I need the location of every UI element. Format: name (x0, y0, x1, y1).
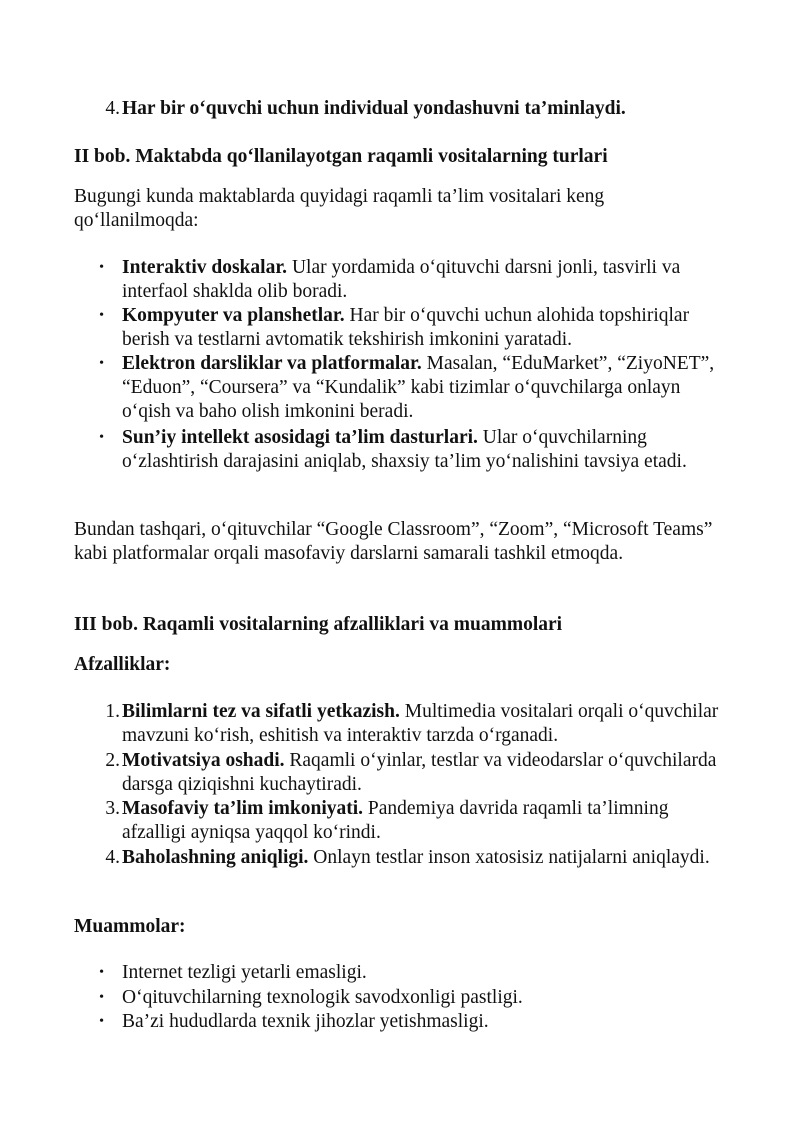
list-number: 4. (105, 98, 120, 119)
bullet: • (99, 308, 104, 323)
bullet: • (99, 1014, 104, 1029)
list-item-bold: Baholashning aniqligi. (122, 847, 309, 868)
list-item (74, 256, 734, 304)
list-item-text: Ba’zi hududlarda texnik jihozlar yetishmasligi. (122, 1011, 489, 1032)
list-number: 4. (105, 847, 120, 868)
bullet: • (99, 990, 104, 1005)
list-item-text: Internet tezligi yetarli emasligi. (122, 962, 367, 983)
list-number: 2. (105, 750, 120, 771)
chapter3-heading: III bob. Raqamli vositalarning afzalliklari va muammolari (74, 614, 563, 635)
list-item-bold: Kompyuter va planshetlar. (122, 305, 345, 326)
list-item-bold: Masofaviy ta’lim imkoniyati. (122, 798, 364, 819)
list-item-bold: Bilimlarni tez va sifatli yetkazish. (122, 701, 400, 722)
list-item (74, 304, 734, 352)
list-item-text: O‘qituvchilarning texnologik savodxonligi pastligi. (122, 987, 523, 1008)
list-item (74, 797, 734, 845)
bullet: • (99, 965, 104, 980)
list-item-text: Masalan, “EduMarket”, “ZiyoNET”, “Eduon”, “Coursera” va “Kundalik” kabi tizimlar o‘quvchilarga onlayn o‘qish va baho olish imkonini beradi. (122, 353, 715, 422)
list-item (74, 352, 734, 424)
list-item-bold: Interaktiv doskalar. (122, 257, 288, 278)
list-item-text: Multimedia vositalari orqali o‘quvchilar mavzuni ko‘rish, eshitish va interaktiv tarzda o‘rganadi. (122, 701, 719, 746)
list-item (74, 846, 734, 870)
list-item-text: Har bir o‘quvchi uchun alohida topshiriqlar berish va testlarni avtomatik tekshirish imkonini yaratadi. (122, 305, 690, 350)
chapter2-heading: II bob. Maktabda qo‘llanilayotgan raqamli vositalarning turlari (74, 146, 608, 167)
list-item-bold: Motivatsiya oshadi. (122, 750, 285, 771)
list-item (74, 97, 734, 121)
list-item (74, 1010, 734, 1034)
list-item-text: Raqamli o‘yinlar, testlar va videodarslar o‘quvchilarda darsga qiziqishni kuchaytiradi. (122, 750, 717, 795)
bullet: • (99, 430, 104, 445)
list-item-bold: Sun’iy intellekt asosidagi ta’lim dasturlari. (122, 427, 478, 448)
list-item (74, 426, 734, 474)
list-item-text: Onlayn testlar inson xatosisiz natijalarni aniqlaydi. (308, 847, 710, 868)
list-item-bold: Har bir o‘quvchi uchun individual yondashuvni ta’minlaydi. (122, 98, 626, 119)
list-item-text: Ular yordamida o‘qituvchi darsni jonli, tasvirli va interfaol shaklda olib boradi. (122, 257, 681, 302)
chapter2-closing: Bundan tashqari, o‘qituvchilar “Google Classroom”, “Zoom”, “Microsoft Teams” kabi platformalar orqali masofaviy darslarni samarali tashkil etmoqda. (74, 519, 713, 564)
chapter2-intro: Bugungi kunda maktablarda quyidagi raqamli ta’lim vositalari keng qo‘llanilmoqda: (74, 186, 605, 231)
list-number: 3. (105, 798, 120, 819)
list-item (74, 961, 734, 985)
list-item-bold: Elektron darsliklar va platformalar. (122, 353, 422, 374)
list-item (74, 749, 734, 797)
advantages-heading: Afzalliklar: (74, 654, 171, 675)
list-item (74, 986, 734, 1010)
bullet: • (99, 260, 104, 275)
list-item-text: Ular o‘quvchilarning o‘zlashtirish darajasini aniqlab, shaxsiy ta’lim yo‘nalishini tavsiya etadi. (122, 427, 687, 472)
bullet: • (99, 356, 104, 371)
problems-heading: Muammolar: (74, 916, 186, 937)
list-number: 1. (105, 701, 120, 722)
list-item (74, 700, 734, 748)
list-item-text: Pandemiya davrida raqamli ta’limning afzalligi ayniqsa yaqqol ko‘rindi. (122, 798, 669, 843)
